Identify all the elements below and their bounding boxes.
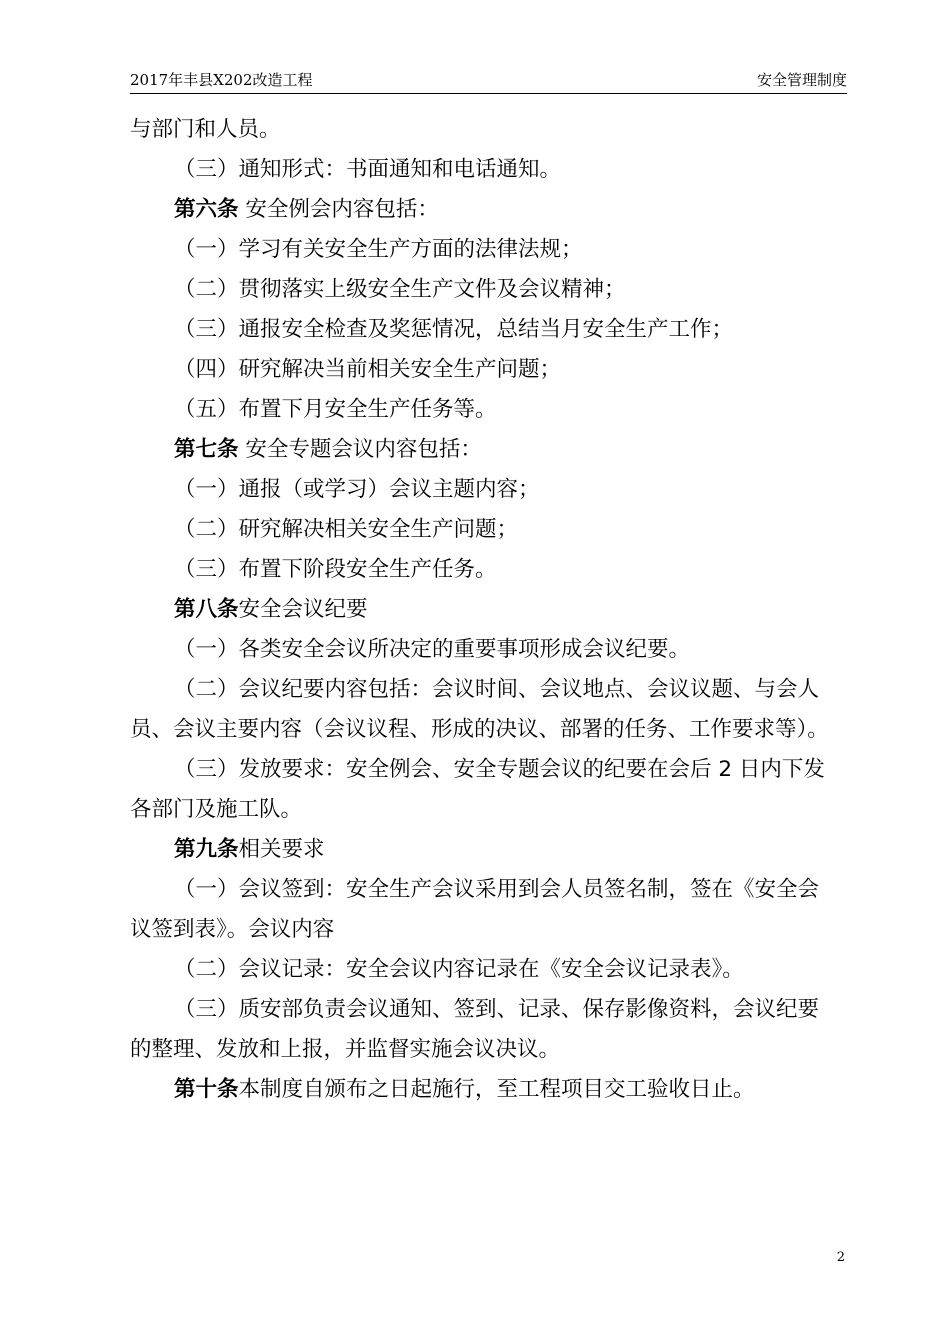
article-heading: 第十条本制度自颁布之日起施行，至工程项目交工验收日止。 xyxy=(174,1077,755,1102)
paragraph-line: 员、会议主要内容（会议议程、形成的决议、部署的任务、工作要求等）。 xyxy=(130,717,829,742)
page-header xyxy=(130,70,847,92)
article-heading: 第六条 安全例会内容包括： xyxy=(174,197,439,222)
paragraph-line: （三）布置下阶段安全生产任务。 xyxy=(174,557,497,582)
paragraph-line: 议签到表》。会议内容 xyxy=(130,917,335,942)
article-number: 第八条 xyxy=(174,597,239,622)
header-rule xyxy=(130,93,847,94)
paragraph-line: （一）各类安全会议所决定的重要事项形成会议纪要。 xyxy=(174,637,691,662)
document-body xyxy=(130,110,847,1110)
article-number: 第九条 xyxy=(174,837,239,862)
paragraph-line: （三）通知形式：书面通知和电话通知。 xyxy=(174,157,562,182)
header-project-title: 2017年丰县X202改造工程 xyxy=(130,71,313,89)
article-number: 第六条 xyxy=(174,197,239,222)
paragraph-line: （二）贯彻落实上级安全生产文件及会议精神； xyxy=(174,277,626,302)
paragraph-line: （三）通报安全检查及奖惩情况，总结当月安全生产工作； xyxy=(174,317,734,342)
paragraph-line: （五）布置下月安全生产任务等。 xyxy=(174,397,497,422)
page-number: 2 xyxy=(836,1250,845,1265)
paragraph-line: （二）会议纪要内容包括：会议时间、会议地点、会议议题、与会人 xyxy=(174,677,820,702)
header-document-title: 安全管理制度 xyxy=(756,71,847,89)
article-number: 第七条 xyxy=(174,437,239,462)
paragraph-line: （一）通报（或学习）会议主题内容； xyxy=(174,477,540,502)
article-heading: 第八条安全会议纪要 xyxy=(174,597,368,622)
paragraph-line: （二）研究解决相关安全生产问题； xyxy=(174,517,519,542)
paragraph-line: 各部门及施工队。 xyxy=(130,797,303,822)
paragraph-line: （四）研究解决当前相关安全生产问题； xyxy=(174,357,562,382)
paragraph-line: 的整理、发放和上报，并监督实施会议决议。 xyxy=(130,1037,561,1062)
article-number: 第十条 xyxy=(174,1077,239,1102)
article-heading: 第七条 安全专题会议内容包括： xyxy=(174,437,482,462)
paragraph-line: （一）会议签到：安全生产会议采用到会人员签名制，签在《安全会 xyxy=(174,877,820,902)
paragraph-line: （一）学习有关安全生产方面的法律法规； xyxy=(174,237,583,262)
paragraph-line: （三）发放要求：安全例会、安全专题会议的纪要在会后 2 日内下发 xyxy=(174,757,825,782)
paragraph-line: 与部门和人员。 xyxy=(130,117,281,142)
paragraph-line: （三）质安部负责会议通知、签到、记录、保存影像资料，会议纪要 xyxy=(174,997,820,1022)
paragraph-line: （二）会议记录：安全会议内容记录在《安全会议记录表》。 xyxy=(174,957,744,982)
article-heading: 第九条相关要求 xyxy=(174,837,325,862)
